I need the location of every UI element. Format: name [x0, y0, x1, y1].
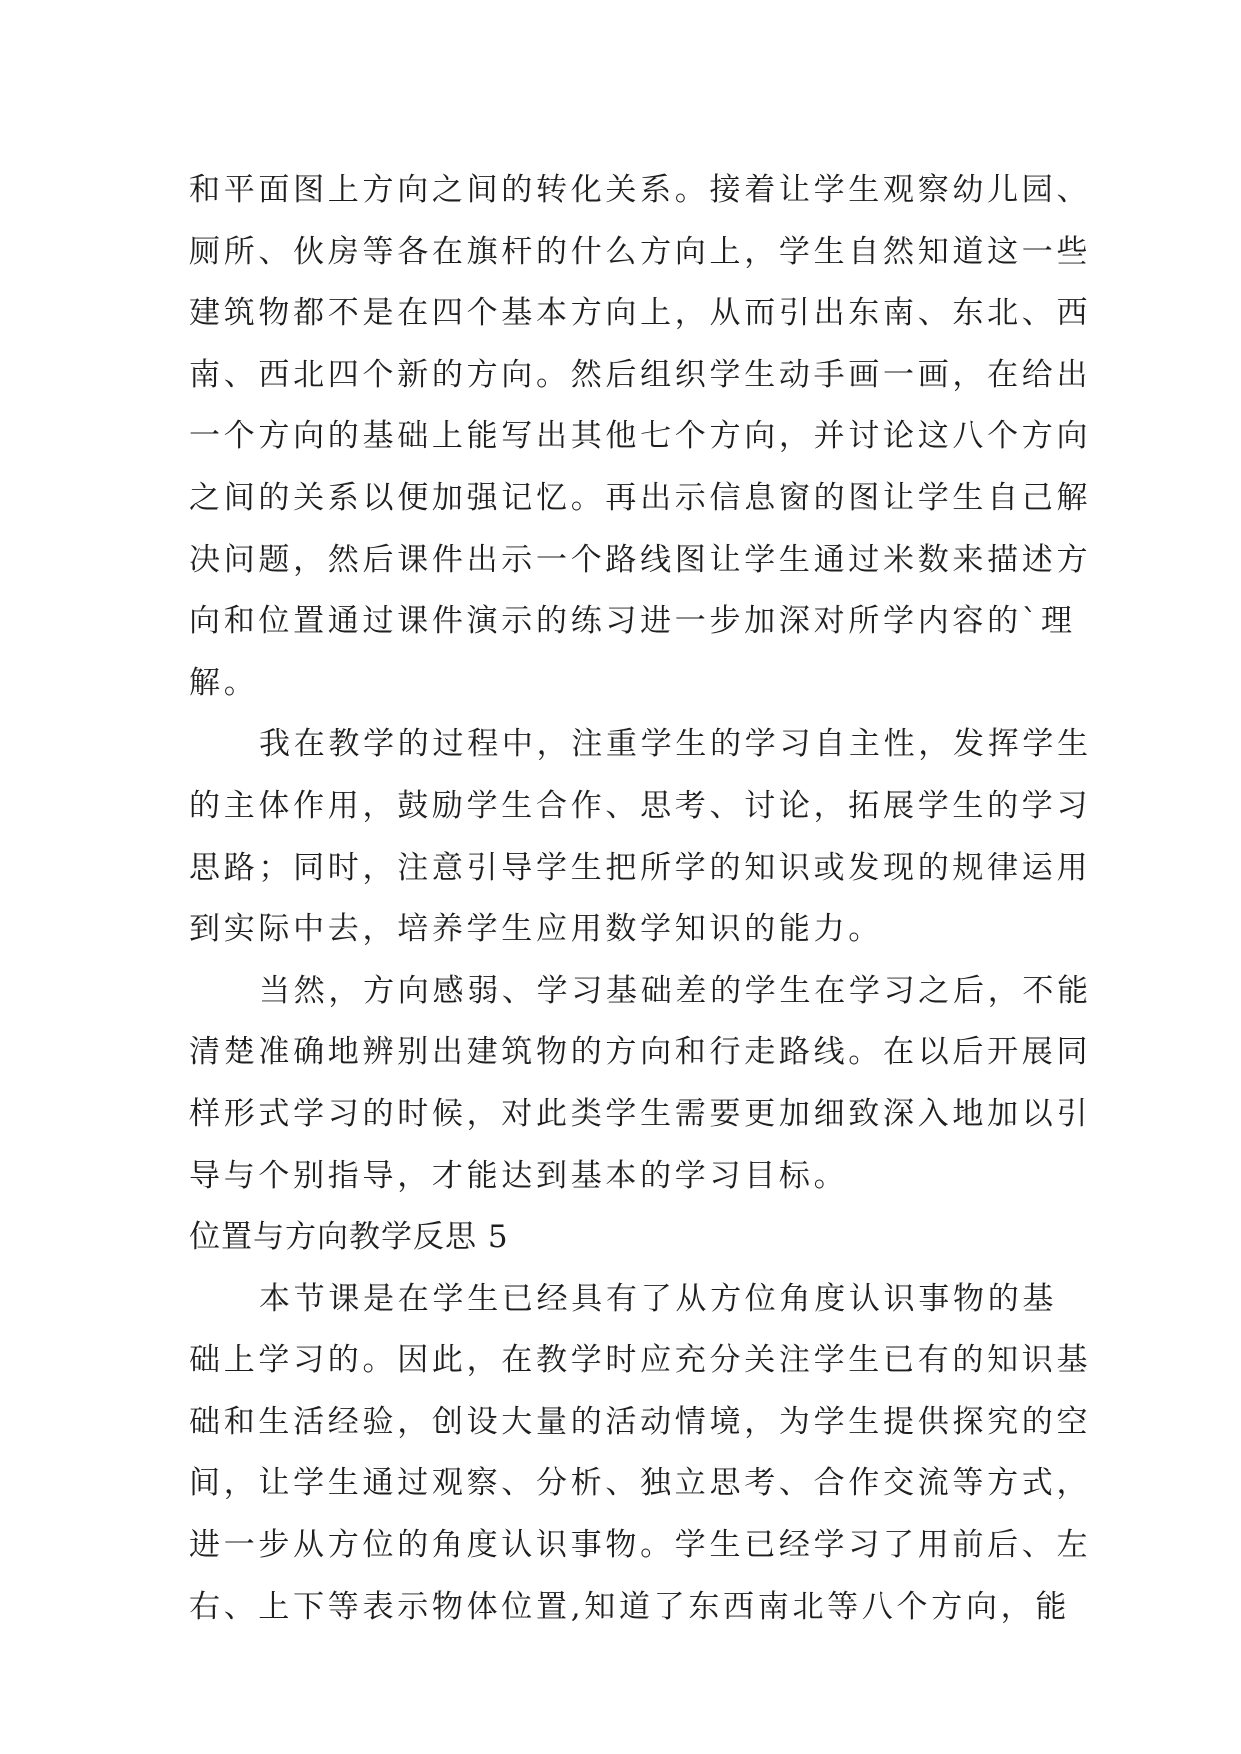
paragraph-first-line: 本节课是在学生已经具有了从方位角度认识事物的基 — [259, 1280, 1058, 1317]
text-line: 清楚准确地辨别出建筑物的方向和行走路线。在以后开展同 — [189, 1034, 1092, 1071]
paragraph-first-line: 当然，方向感弱、学习基础差的学生在学习之后，不能 — [259, 972, 1092, 1009]
text-line: 间，让学生通过观察、分析、独立思考、合作交流等方式， — [189, 1465, 1092, 1502]
text-line: 进一步从方位的角度认识事物。学生已经学习了用前后、左 — [189, 1527, 1092, 1564]
text-line: 础和生活经验，创设大量的活动情境，为学生提供探究的空 — [189, 1403, 1092, 1440]
text-line: 一个方向的基础上能写出其他七个方向，并讨论这八个方向 — [189, 418, 1092, 455]
text-line: 的主体作用，鼓励学生合作、思考、讨论，拓展学生的学习 — [189, 787, 1092, 824]
text-line: 厕所、伙房等各在旗杆的什么方向上，学生自然知道这一些 — [189, 233, 1092, 270]
text-line: 向和位置通过课件演示的练习进一步加深对所学内容的`理 — [189, 603, 1076, 640]
section-heading: 位置与方向教学反思 5 — [189, 1219, 509, 1256]
text-line: 建筑物都不是在四个基本方向上，从而引出东南、东北、西 — [189, 295, 1092, 332]
paragraph-first-line: 我在教学的过程中，注重学生的学习自主性，发挥学生 — [259, 726, 1092, 763]
text-line: 右、上下等表示物体位置,知道了东西南北等八个方向，能 — [189, 1588, 1071, 1625]
text-line: 到实际中去，培养学生应用数学知识的能力。 — [189, 911, 883, 948]
text-line: 南、西北四个新的方向。然后组织学生动手画一画，在给出 — [189, 356, 1092, 393]
document-body — [189, 160, 1092, 1638]
text-line: 样形式学习的时候，对此类学生需要更加细致深入地加以引 — [189, 1095, 1092, 1132]
text-line: 解。 — [189, 664, 259, 701]
text-line: 思路；同时，注意引导学生把所学的知识或发现的规律运用 — [189, 849, 1092, 886]
text-line: 之间的关系以便加强记忆。再出示信息窗的图让学生自己解 — [189, 479, 1092, 516]
text-line: 础上学习的。因此，在教学时应充分关注学生已有的知识基 — [189, 1342, 1092, 1379]
text-line: 决问题，然后课件出示一个路线图让学生通过米数来描述方 — [189, 541, 1092, 578]
text-line: 导与个别指导，才能达到基本的学习目标。 — [189, 1157, 849, 1194]
text-line: 和平面图上方向之间的转化关系。接着让学生观察幼儿园、 — [189, 172, 1092, 208]
